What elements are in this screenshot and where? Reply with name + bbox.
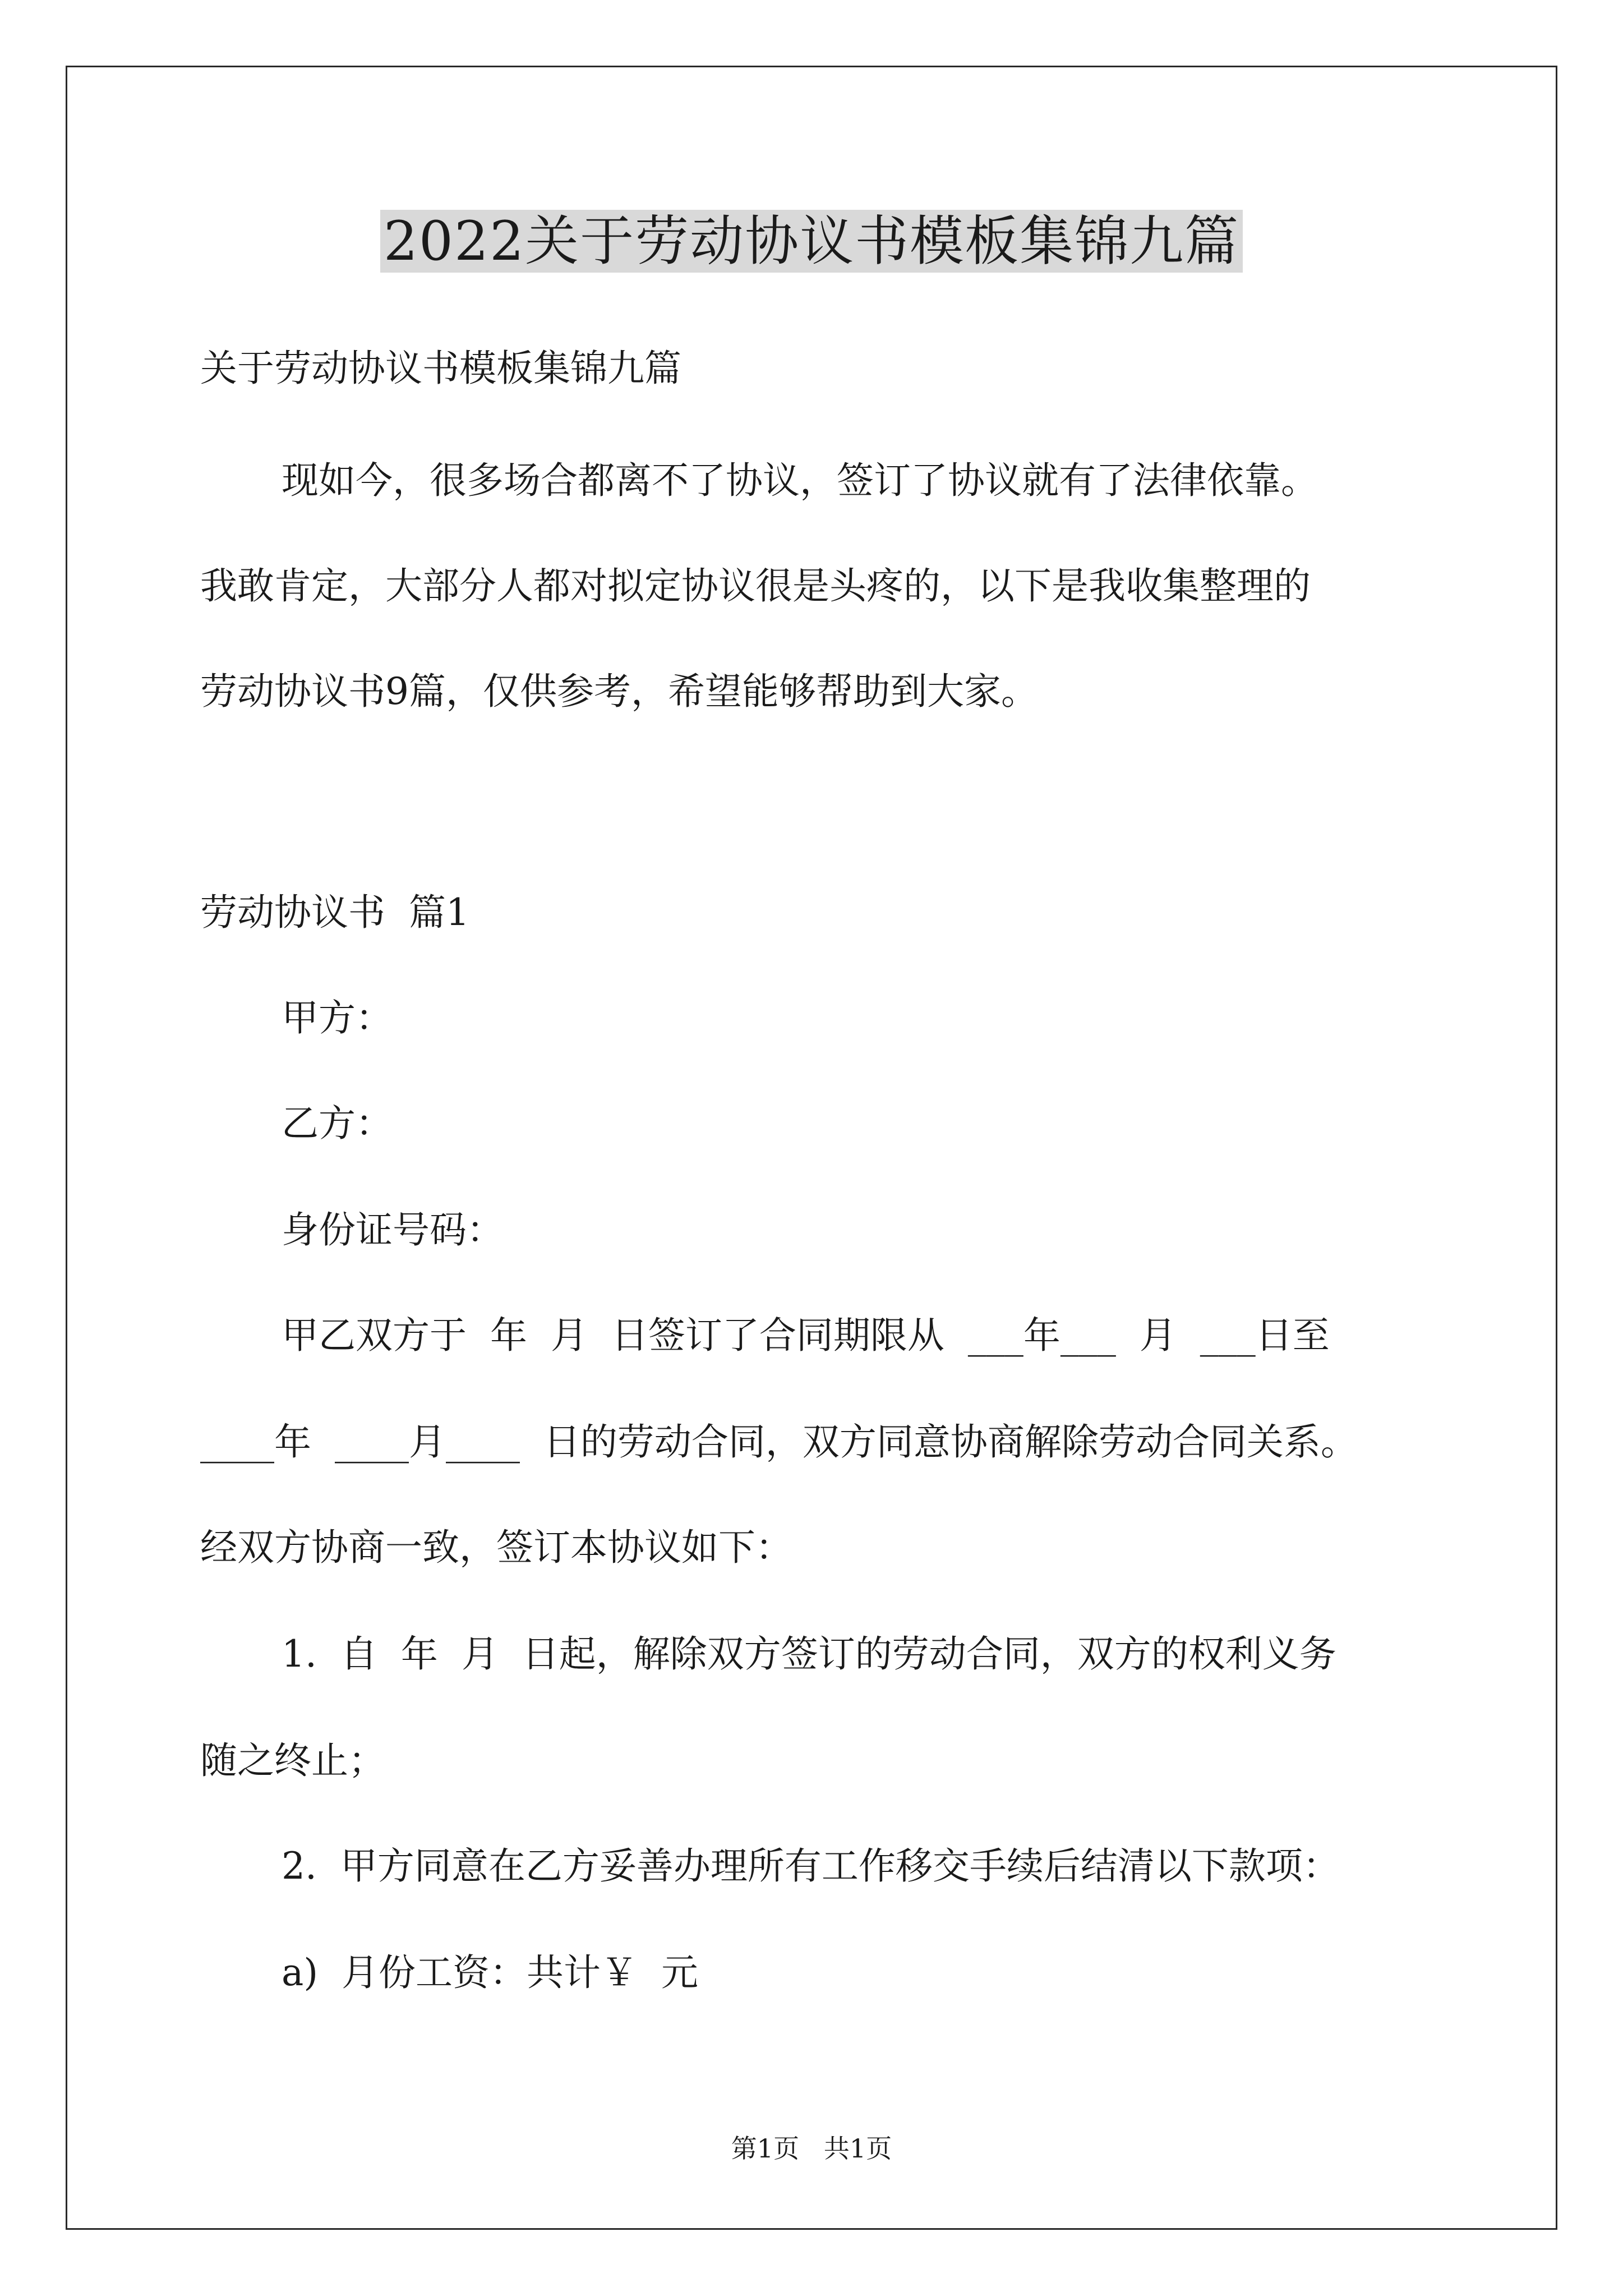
section-heading: 劳动协议书 篇1 <box>200 891 469 934</box>
id-number-label: 身份证号码： <box>282 1208 504 1251</box>
paragraph-line-3: 经双方协商一致，签订本协议如下： <box>200 1526 792 1569</box>
paragraph-line-1: 甲乙双方于 年 月 日签订了合同期限从 ___年___ 月 ___日至 <box>282 1314 1330 1357</box>
item-1-line-1: 1. 自 年 月 日起，解除双方签订的劳动合同，双方的权利义务 <box>282 1632 1336 1676</box>
paragraph-line-2: ____年 ____月____ 日的劳动合同，双方同意协商解除劳动合同关系。 <box>200 1420 1358 1464</box>
intro-line-2: 我敢肯定，大部分人都对拟定协议很是头疼的，以下是我收集整理的 <box>200 564 1311 608</box>
party-b-label: 乙方： <box>282 1102 393 1145</box>
intro-line-1: 现如今，很多场合都离不了协议，签订了协议就有了法律依靠。 <box>282 459 1318 502</box>
document-title <box>0 205 1623 278</box>
page-footer: 第1页 共1页 <box>731 2133 892 2164</box>
item-2: 2. 甲方同意在乙方妥善办理所有工作移交手续后结清以下款项： <box>282 1844 1340 1888</box>
document-title-text: 2022关于劳动协议书模板集锦九篇 <box>380 210 1243 273</box>
item-2a: a) 月份工资：共计￥ 元 <box>282 1951 699 1994</box>
item-1-line-2: 随之终止； <box>200 1739 385 1782</box>
intro-line-3: 劳动协议书9篇，仅供参考，希望能够帮助到大家。 <box>200 670 1038 713</box>
party-a-label: 甲方： <box>282 996 393 1039</box>
subtitle: 关于劳动协议书模板集锦九篇 <box>200 347 681 390</box>
